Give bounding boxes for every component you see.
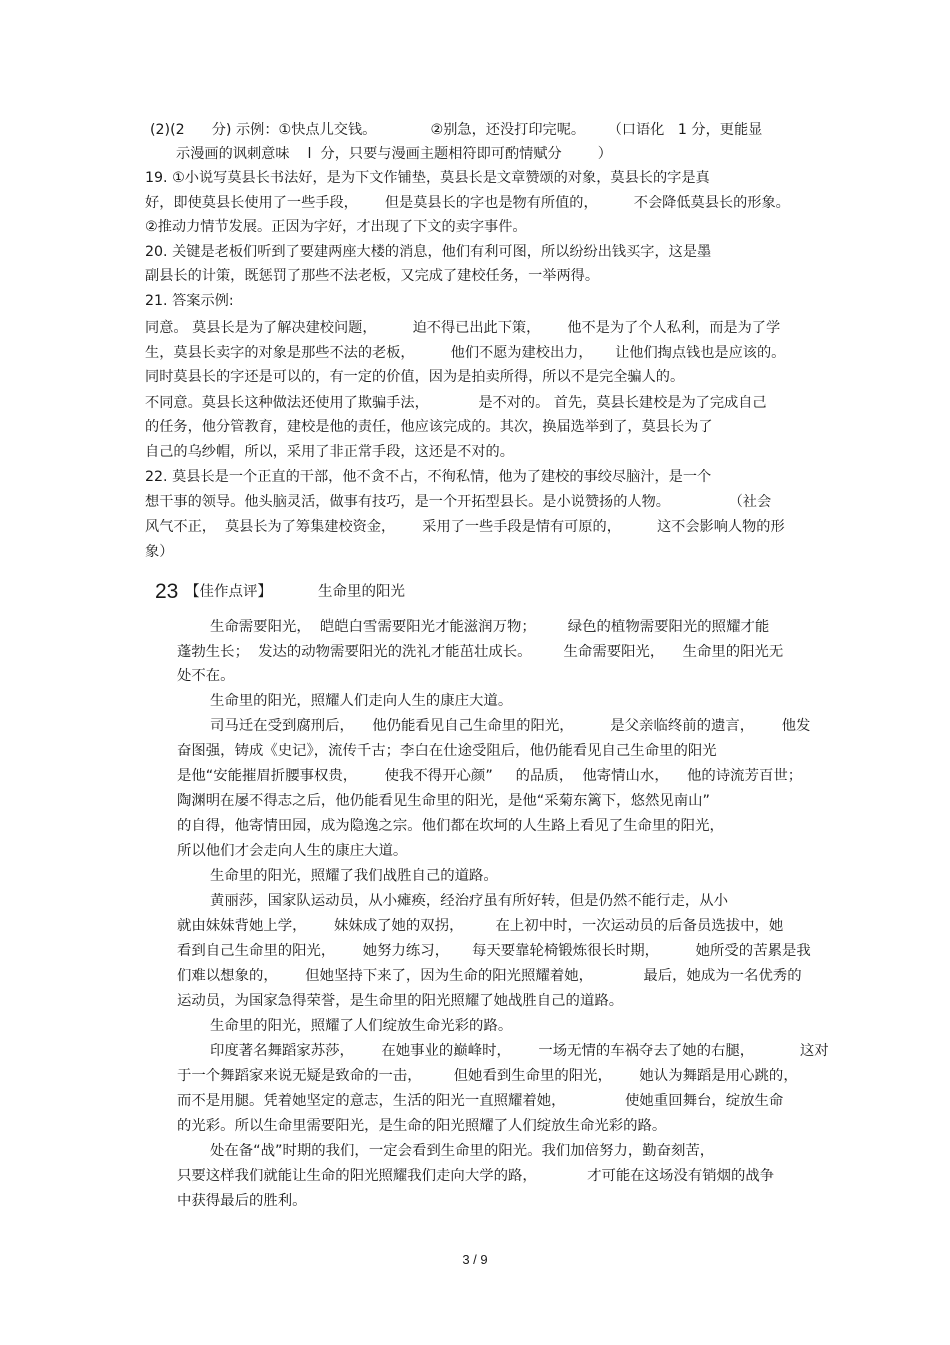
- essay-line: 奋图强，铸成《史记》，流传千古；李白在仕途受阻后，他仍能看见自己生命里的阳光: [177, 743, 717, 759]
- answer-line: 22. 莫县长是一个正直的干部，他不贪不占，不徇私情，他为了建校的事绞尽脑汁，是一个: [145, 469, 712, 485]
- answer-line: 自己的乌纱帽，所以，采用了非正常手段，这还是不对的。: [145, 444, 514, 460]
- question-number: 23: [155, 580, 179, 603]
- essay-line: 生命里的阳光，照耀了我们战胜自己的道路。: [210, 868, 498, 884]
- essay-line: 印度著名舞蹈家苏莎， 在她事业的巅峰时， 一场无情的车祸夺去了她的右腿， 这对: [210, 1043, 829, 1059]
- essay-line: 处不在。: [177, 668, 235, 684]
- essay-line: 生命里的阳光，照耀人们走向人生的康庄大道。: [210, 693, 513, 709]
- answer-line: 好，即使莫县长使用了一些手段， 但是莫县长的字也是物有所值的， 不会降低莫县长的形象。: [145, 195, 790, 211]
- essay-line: 司马迁在受到腐刑后， 他仍能看见自己生命里的阳光， 是父亲临终前的遗言， 他发: [210, 718, 811, 734]
- answer-line: 不同意。莫县长这种做法还使用了欺骗手法， 是不对的。 首先，莫县长建校是为了完成自己: [145, 395, 767, 411]
- essay-line: 所以他们才会走向人生的康庄大道。: [177, 843, 408, 859]
- page-number: 3 / 9: [462, 1252, 488, 1267]
- essay-title: 生命里的阳光: [318, 584, 405, 600]
- essay-line: 生命里的阳光，照耀了人们绽放生命光彩的路。: [210, 1018, 513, 1034]
- answer-line: 19. ①小说写莫县长书法好，是为下文作铺垫，莫县长是文章赞颂的对象，莫县长的字是真: [145, 170, 710, 186]
- answer-line: 风气不正， 莫县长为了筹集建校资金， 采用了一些手段是情有可原的， 这不会影响人物的形: [145, 519, 785, 535]
- essay-line: 们难以想象的， 但她坚持下来了，因为生命的阳光照耀着她， 最后，她成为一名优秀的: [177, 968, 802, 984]
- section-tag: 【佳作点评】: [185, 584, 272, 600]
- essay-line: 的自得，他寄情田园，成为隐逸之宗。他们都在坎坷的人生路上看见了生命里的阳光，: [177, 818, 724, 834]
- essay-line: 是他“安能摧眉折腰事权贵， 使我不得开心颜” 的品质， 他寄情山水， 他的诗流芳百世；: [177, 768, 803, 784]
- answer-line: (2)(2 分) 示例：①快点儿交钱。 ②别急，还没打印完呢。 （口语化 1 分，更能显: [150, 122, 763, 138]
- essay-line: 生命需要阳光， 皑皑白雪需要阳光才能滋润万物； 绿色的植物需要阳光的照耀才能: [210, 619, 770, 635]
- answer-line: 21. 答案示例:: [145, 293, 234, 309]
- essay-line: 黄丽莎，国家队运动员，从小瘫痪，经治疗虽有所好转，但是仍然不能行走，从小: [210, 893, 729, 909]
- answer-line: 象）: [145, 544, 174, 560]
- essay-line: 于一个舞蹈家来说无疑是致命的一击， 但她看到生命里的阳光， 她认为舞蹈是用心跳的，: [177, 1068, 798, 1084]
- essay-line: 只要这样我们就能让生命的阳光照耀我们走向大学的路， 才可能在这场没有销烟的战争: [177, 1168, 775, 1184]
- answer-line: 20. 关键是老板们听到了要建两座大楼的消息，他们有利可图，所以纷纷出钱买字，这是墨: [145, 244, 712, 260]
- essay-line: 中获得最后的胜利。: [177, 1193, 307, 1209]
- essay-line: 的光彩。所以生命里需要阳光，是生命的阳光照耀了人们绽放生命光彩的路。: [177, 1118, 667, 1134]
- answer-line: 同意。 莫县长是为了解决建校问题， 迫不得已出此下策， 他不是为了个人私利，而是为了学: [145, 320, 781, 336]
- answer-line: 同时莫县长的字还是可以的，有一定的价值，因为是拍卖所得，所以不是完全骗人的。: [145, 369, 685, 385]
- essay-line: 就由妹妹背她上学， 妹妹成了她的双拐， 在上初中时，一次运动员的后备员选拔中，她: [177, 918, 784, 934]
- essay-line: 运动员，为国家急得荣誉，是生命里的阳光照耀了她战胜自己的道路。: [177, 993, 624, 1009]
- answer-line: 想干事的领导。他头脑灵活，做事有技巧，是一个开拓型县长。是小说赞扬的人物。 （社会: [145, 494, 772, 510]
- essay-line: 陶渊明在屡不得志之后，他仍能看见生命里的阳光，是他“采菊东篱下，悠然见南山”: [177, 793, 710, 809]
- answer-line: 的任务，他分管教育，建校是他的责任，他应该完成的。其次，换届选举到了，莫县长为了: [145, 419, 713, 435]
- essay-line: 处在备“战”时期的我们，一定会看到生命里的阳光。我们加倍努力，勤奋刻苦，: [210, 1143, 715, 1159]
- answer-line: 示漫画的讽刺意味 l 分，只要与漫画主题相符即可酌情赋分 ）: [176, 146, 612, 162]
- answer-line: 副县长的计策，既惩罚了那些不法老板，又完成了建校任务，一举两得。: [145, 268, 600, 284]
- essay-line: 蓬勃生长； 发达的动物需要阳光的洗礼才能茁壮成长。 生命需要阳光， 生命里的阳光无: [177, 644, 784, 660]
- answer-line: ②推动力情节发展。正因为字好，才出现了下文的卖字事件。: [145, 219, 527, 235]
- answer-line: 生，莫县长卖字的对象是那些不法的老板， 他们不愿为建校出力， 让他们掏点钱也是应该的。: [145, 345, 786, 361]
- essay-line: 而不是用腿。凭着她坚定的意志，生活的阳光一直照耀着她， 使她重回舞台，绽放生命: [177, 1093, 784, 1109]
- essay-line: 看到自己生命里的阳光， 她努力练习， 每天要靠轮椅锻炼很长时期， 她所受的苦累是我: [177, 943, 811, 959]
